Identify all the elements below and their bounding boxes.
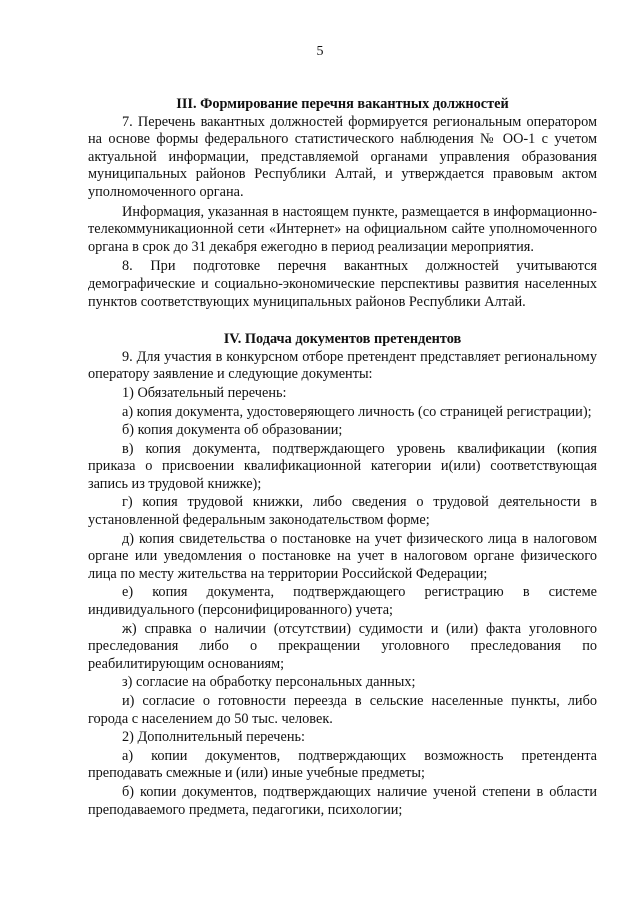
list-item-g: г) копия трудовой книжки, либо сведения о трудовой деятельности в установленной федеральным законодательством форме; [88, 494, 597, 529]
list-item-e: е) копия документа, подтверждающего регистрацию в системе индивидуального (персонифицированного) учета; [88, 584, 597, 619]
list-item-d: д) копия свидетельства о постановке на учет физического лица в налоговом органе или уведомления о постановке на учет в налоговом органе физического лица по месту жительства на территории Российской Федерации; [88, 530, 597, 582]
paragraph-7: 7. Перечень вакантных должностей формируется региональным оператором на основе формы федерального статистического наблюдения № ОО-1 с учетом актуальной информации, представляемой органами управления образования муниципальных районов Республики Алтай, и утверждается правовым актом уполномоченного органа. [88, 113, 597, 200]
paragraph-8: 8. При подготовке перечня вакантных должностей учитываются демографические и социально-экономические перспективы развития населенных пунктов соответствующих муниципальных районов Республики Алтай. [88, 258, 597, 310]
paragraph-7-info: Информация, указанная в настоящем пункте, размещается в информационно-телекоммуникационной сети «Интернет» на официальном сайте уполномоченного органа в срок до 31 декабря ежегодно в период реализации мероприятия. [88, 203, 597, 255]
paragraph-9: 9. Для участия в конкурсном отборе претендент представляет региональному оператору заявление и следующие документы: [88, 348, 597, 383]
list-additional-item-b: б) копии документов, подтверждающих наличие ученой степени в области преподаваемого предмета, педагогики, психологии; [88, 783, 597, 818]
section-4-title: IV. Подача документов претендентов [223, 331, 462, 348]
list-item-v: в) копия документа, подтверждающего уровень квалификации (копия приказа о присвоении квалификационной категории и(или) соответствующая запись из трудовой книжке); [88, 440, 597, 492]
list-additional-item-a: а) копии документов, подтверждающих возможность претендента преподавать смежные и (или) иные учебные предметы; [88, 747, 597, 782]
list-item-i: и) согласие о готовности переезда в сельские населенные пункты, либо города с населением до 50 тыс. человек. [88, 693, 597, 727]
list-item-b: б) копия документа об образовании; [122, 422, 343, 439]
section-3-title: III. Формирование перечня вакантных должностей [176, 96, 509, 112]
list-item-zh: ж) справка о наличии (отсутствии) судимости и (или) факта уголовного преследования либо о прекращении уголовного преследования по реабилитирующим основаниям; [88, 620, 597, 672]
list-mandatory-heading: 1) Обязательный перечень: [122, 384, 287, 401]
list-item-a: а) копия документа, удостоверяющего личность (со страницей регистрации); [122, 403, 592, 420]
page-content [88, 96, 597, 819]
list-item-z: з) согласие на обработку персональных данных; [122, 674, 416, 691]
list-additional-heading: 2) Дополнительный перечень: [122, 729, 305, 746]
page-number: 5 [316, 44, 324, 59]
